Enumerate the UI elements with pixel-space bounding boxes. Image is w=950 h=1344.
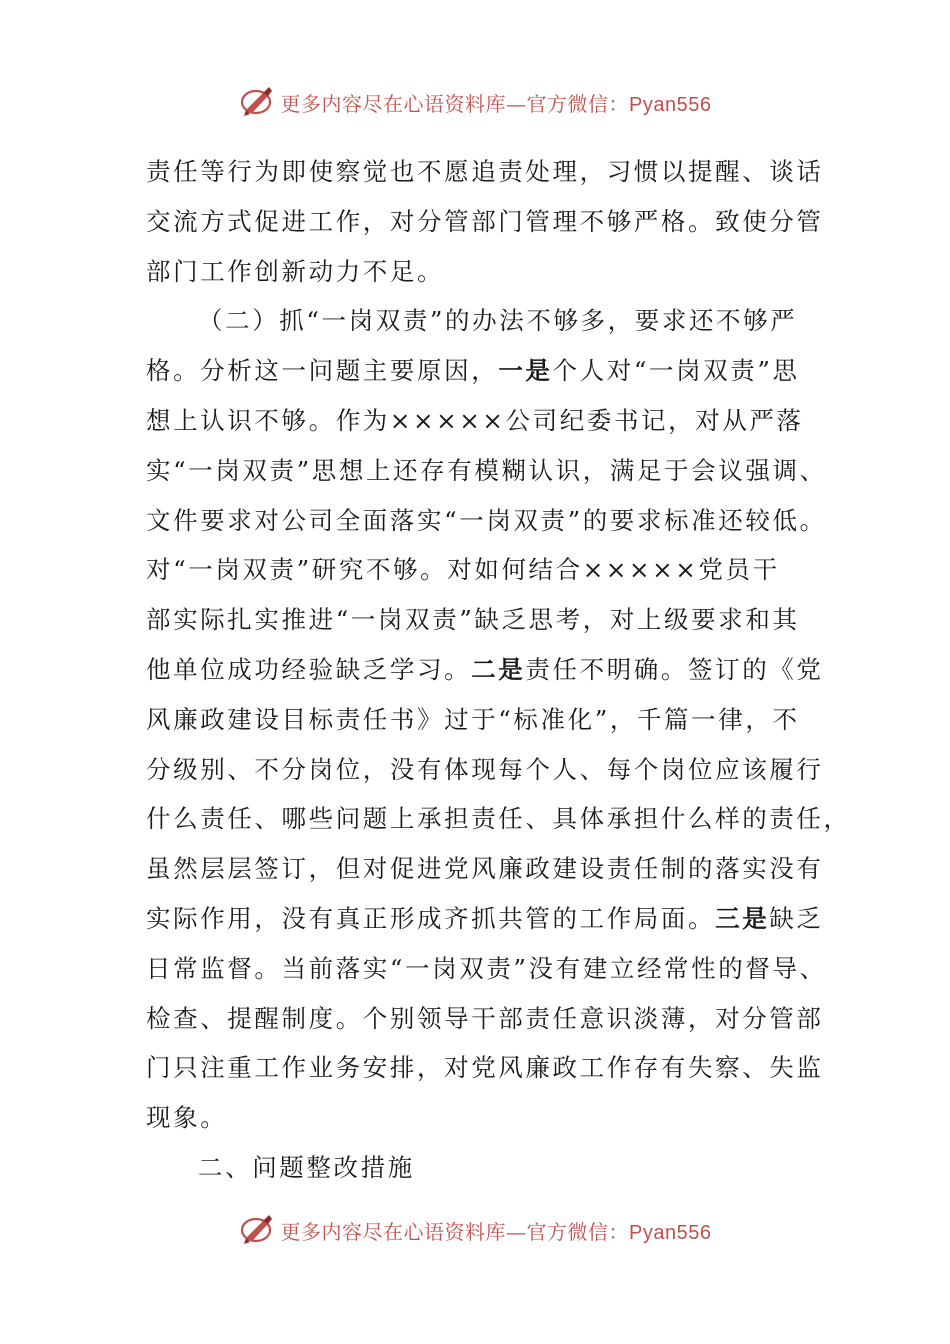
header-banner xyxy=(0,82,950,122)
bold-point-one: 一是 xyxy=(498,356,553,386)
text-line: 格。分析这一问题主要原因，一是个人对“一岗双责”思 xyxy=(146,356,800,386)
text-line: 部实际扎实推进“一岗双责”缺乏思考，对上级要求和其 xyxy=(146,605,800,635)
section-heading: 二、问题整改措施 xyxy=(198,1152,415,1182)
text-line: 对“一岗双责”研究不够。对如何结合×××××党员干 xyxy=(146,555,780,585)
bold-point-two: 二是 xyxy=(471,654,526,684)
text-line: 检查、提醒制度。个别领导干部责任意识淡薄，对分管部 xyxy=(146,1003,824,1033)
footer-banner xyxy=(0,1210,950,1250)
text-line: 文件要求对公司全面落实“一岗双责”的要求标准还较低。 xyxy=(146,505,827,535)
bold-point-three: 三是 xyxy=(715,903,770,933)
text-line: 分级别、不分岗位，没有体现每个人、每个岗位应该履行 xyxy=(146,754,824,784)
text-line: 现象。 xyxy=(146,1103,228,1133)
text-line: 他单位成功经验缺乏学习。二是责任不明确。签订的《党 xyxy=(146,654,824,684)
pen-nib-logo-icon xyxy=(239,1212,275,1248)
text-line: 部门工作创新动力不足。 xyxy=(146,256,445,286)
text-line: 门只注重工作业务安排，对党风廉政工作存有失察、失监 xyxy=(146,1053,824,1083)
header-banner-text: 更多内容尽在心语资料库—官方微信：Pyan556 xyxy=(280,91,712,116)
text-line: 什么责任、哪些问题上承担责任、具体承担什么样的责任， xyxy=(146,804,851,834)
text-line: 想上认识不够。作为×××××公司纪委书记，对从严落 xyxy=(146,405,804,435)
footer-banner-text: 更多内容尽在心语资料库—官方微信：Pyan556 xyxy=(280,1219,712,1244)
pen-nib-logo-icon xyxy=(239,84,275,120)
text-line: 实“一岗双责”思想上还存有模糊认识，满足于会议强调、 xyxy=(146,455,827,485)
text-line: 日常监督。当前落实“一岗双责”没有建立经常性的督导、 xyxy=(146,953,827,983)
text-line: 交流方式促进工作，对分管部门管理不够严格。致使分管 xyxy=(146,206,824,236)
text-line: 责任等行为即使察觉也不愿追责处理，习惯以提醒、谈话 xyxy=(146,157,824,186)
footer-banner-handle: Pyan556 xyxy=(629,1221,712,1244)
text-line: 虽然层层签订，但对促进党风廉政建设责任制的落实没有 xyxy=(146,854,824,884)
document-body xyxy=(146,147,851,1193)
subsection-heading: （二）抓“一岗双责”的办法不够多，要求还不够严 xyxy=(198,306,798,336)
header-banner-handle: Pyan556 xyxy=(629,93,712,116)
text-line: 风廉政建设目标责任书》过于“标准化”，千篇一律，不 xyxy=(146,704,800,734)
text-line: 实际作用，没有真正形成齐抓共管的工作局面。三是缺乏 xyxy=(146,903,824,933)
